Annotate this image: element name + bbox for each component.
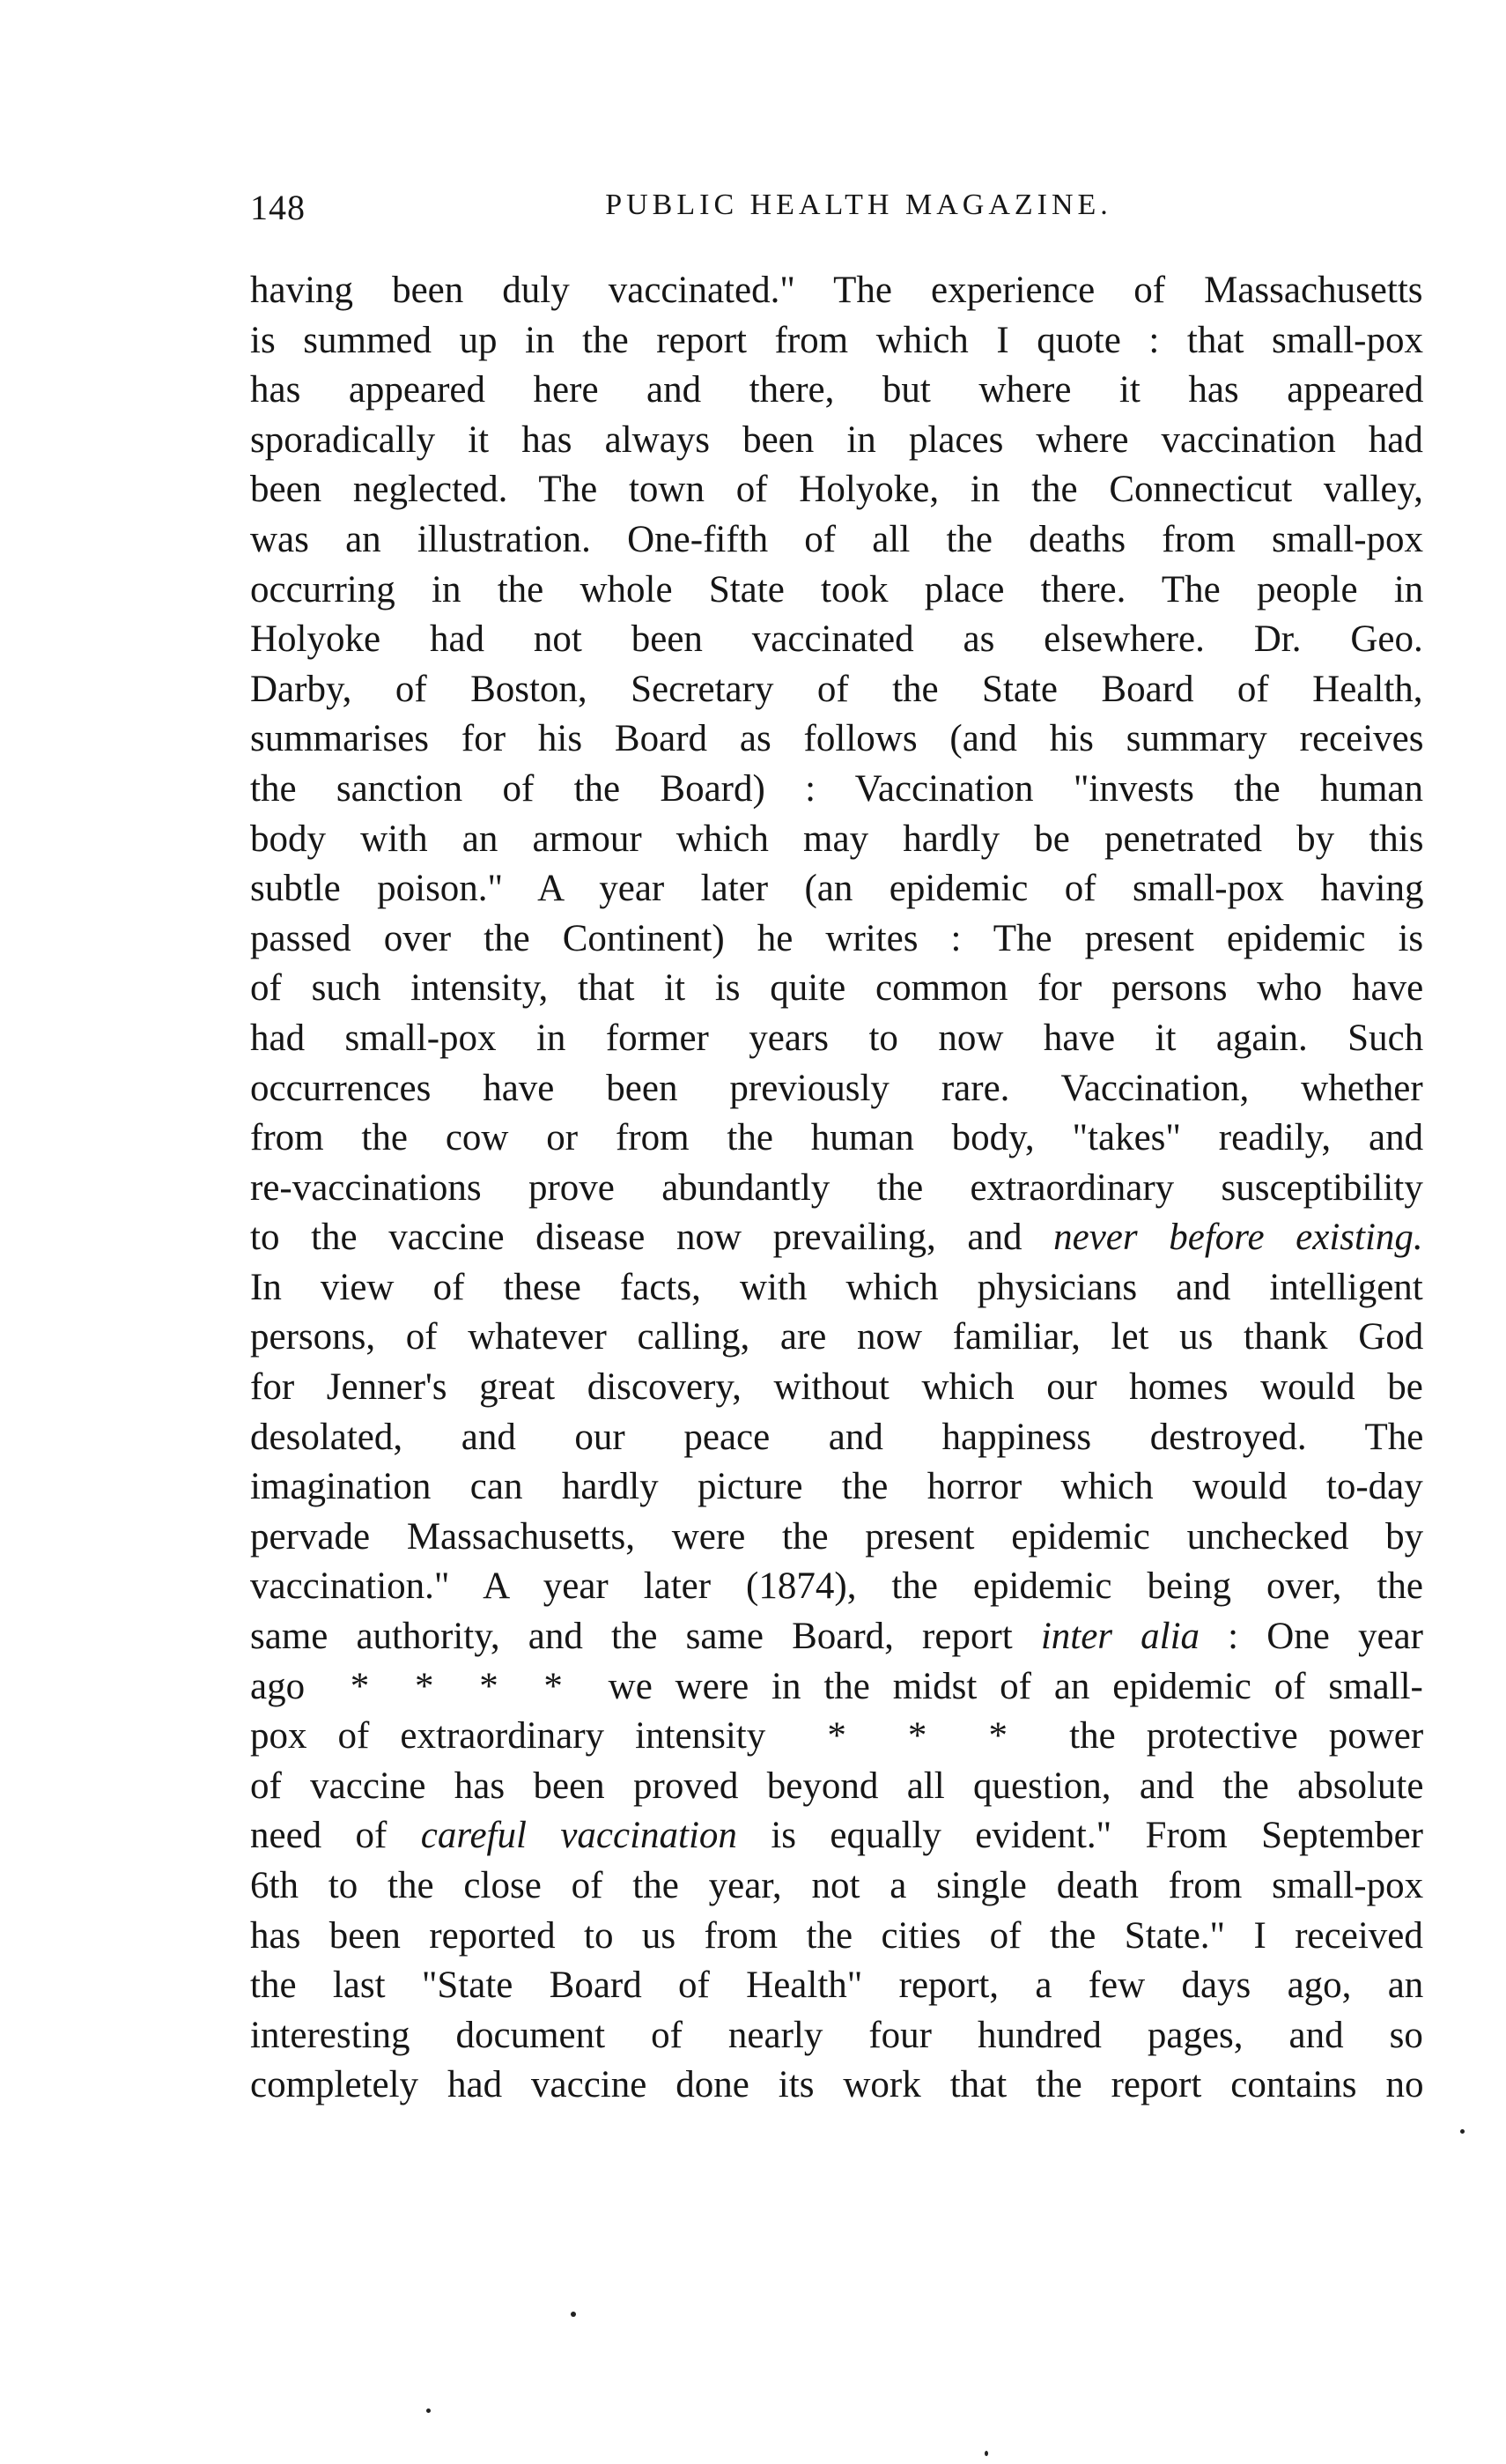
text-segment: occurrences have been previously rare. Vaccination, whether	[250, 1067, 1423, 1109]
text-segment: subtle poison." A year later (an epidemic of small-pox having	[250, 868, 1424, 910]
text-line	[250, 1513, 1423, 1563]
text-line	[250, 1811, 1423, 1861]
text-segment: the last "State Board of Health" report, a few days ago, an	[250, 1965, 1424, 2007]
text-segment: has been reported to us from the cities of the State." I received	[250, 1914, 1423, 1957]
text-line	[250, 1861, 1423, 1912]
italic-text: never before existing.	[1053, 1217, 1423, 1259]
text-line	[250, 1064, 1423, 1114]
text-segment: Holyoke had not been vaccinated as elsewhere. Dr. Geo.	[250, 618, 1423, 661]
text-segment: is equally evident." From September	[736, 1815, 1423, 1857]
text-line	[250, 316, 1423, 366]
text-line	[250, 266, 1423, 316]
text-line	[250, 515, 1423, 566]
running-head: PUBLIC HEALTH MAGAZINE.	[605, 189, 1112, 221]
page-number: 148	[250, 188, 306, 227]
text-segment: In view of these facts, with which physicians and intelligent	[250, 1266, 1423, 1308]
text-segment: had small-pox in former years to now have it again. Such	[250, 1017, 1424, 1059]
text-segment: of such intensity, that it is quite common for persons who have	[250, 967, 1424, 1010]
text-line	[250, 1014, 1423, 1064]
text-line	[250, 1413, 1423, 1463]
text-line	[250, 1263, 1423, 1313]
text-segment: imagination can hardly picture the horror which would to-day	[250, 1466, 1423, 1508]
text-line	[250, 366, 1423, 416]
text-line	[250, 2011, 1423, 2061]
text-line	[250, 1164, 1423, 1214]
text-line	[250, 964, 1423, 1014]
text-line	[250, 1462, 1423, 1513]
text-line	[250, 1762, 1423, 1812]
text-segment: is summed up in the report from which I quote : that small-pox	[250, 319, 1423, 361]
text-segment: occurring in the whole State took place there. The people in	[250, 568, 1424, 610]
text-segment: summarises for his Board as follows (and his summary receives	[250, 718, 1424, 760]
text-line	[250, 2061, 1423, 2111]
text-line	[250, 714, 1423, 765]
ink-speck	[571, 2312, 576, 2317]
text-segment: having been duly vaccinated." The experience of Massachusetts	[250, 270, 1423, 311]
text-segment: the sanction of the Board) : Vaccination "invests the human	[250, 767, 1424, 810]
text-line	[250, 465, 1423, 515]
text-line	[250, 615, 1423, 665]
ink-speck	[426, 2409, 431, 2413]
text-segment: persons, of whatever calling, are now familiar, let us thank God	[250, 1316, 1424, 1358]
text-segment: 6th to the close of the year, not a single death from small-pox	[250, 1865, 1424, 1906]
text-segment: : One year	[1200, 1616, 1423, 1658]
text-line	[250, 1712, 1423, 1762]
text-line	[250, 1912, 1423, 1962]
italic-text: inter alia	[1040, 1616, 1200, 1658]
text-line	[250, 665, 1423, 715]
text-segment: need of	[250, 1815, 421, 1857]
text-segment: was an illustration. One-fifth of all the deaths from small-pox	[250, 518, 1424, 560]
text-segment: from the cow or from the human body, "takes" readily, and	[250, 1117, 1424, 1159]
text-line	[250, 1313, 1423, 1363]
text-segment: passed over the Continent) he writes : The present epidemic is	[250, 917, 1424, 959]
text-line	[250, 914, 1423, 965]
text-segment: sporadically it has always been in places where vaccination had	[250, 418, 1423, 461]
page-header	[250, 187, 1423, 231]
text-segment: vaccination." A year later (1874), the epidemic being over, the	[250, 1565, 1423, 1608]
text-line	[250, 1213, 1423, 1263]
ink-speck	[985, 2451, 988, 2456]
text-segment: interesting document of nearly four hundred pages, and so	[250, 2014, 1423, 2056]
body-text	[250, 266, 1423, 2111]
text-line	[250, 815, 1423, 865]
text-segment: to the vaccine disease now prevailing, and	[250, 1217, 1054, 1259]
text-line	[250, 1562, 1423, 1612]
text-segment: re-vaccinations prove abundantly the extraordinary susceptibility	[250, 1166, 1423, 1209]
text-line	[250, 1662, 1423, 1713]
text-segment: of vaccine has been proved beyond all question, and the absolute	[250, 1765, 1424, 1807]
text-line	[250, 864, 1423, 914]
text-line	[250, 1114, 1423, 1164]
text-line	[250, 1363, 1423, 1413]
italic-text: careful vaccination	[420, 1815, 737, 1857]
text-segment: body with an armour which may hardly be penetrated by this	[250, 818, 1424, 860]
text-segment: pox of extraordinary intensity * * * the protective power	[250, 1715, 1424, 1757]
text-line	[250, 416, 1423, 466]
text-line	[250, 566, 1423, 616]
text-segment: has appeared here and there, but where it has appeared	[250, 369, 1424, 411]
text-segment: ago * * * * we were in the midst of an epidemic of small-	[250, 1665, 1423, 1707]
text-line	[250, 765, 1423, 815]
ink-speck	[1460, 2129, 1465, 2134]
text-segment: same authority, and the same Board, report	[250, 1616, 1041, 1658]
text-line	[250, 1961, 1423, 2011]
text-segment: been neglected. The town of Holyoke, in the Connecticut valley,	[250, 469, 1423, 511]
text-segment: desolated, and our peace and happiness destroyed. The	[250, 1416, 1424, 1458]
text-segment: for Jenner's great discovery, without which our homes would be	[250, 1366, 1423, 1409]
text-segment: Darby, of Boston, Secretary of the State Board of Health,	[250, 668, 1423, 710]
text-segment: pervade Massachusetts, were the present epidemic unchecked by	[250, 1515, 1424, 1558]
text-segment: completely had vaccine done its work that the report contains no	[250, 2064, 1424, 2106]
text-line	[250, 1612, 1423, 1662]
